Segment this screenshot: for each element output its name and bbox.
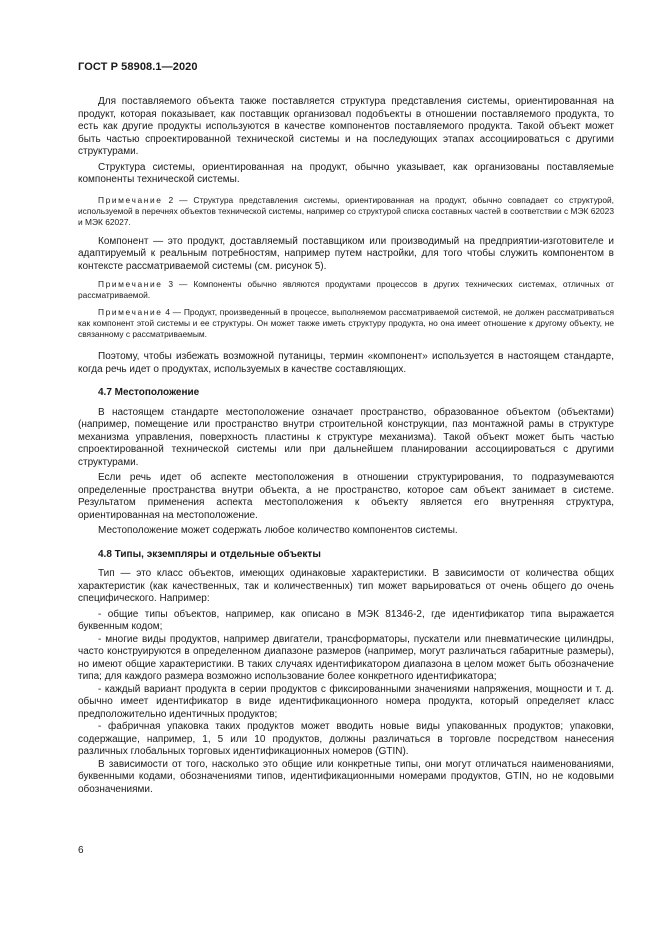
section-heading-4-7: 4.7 Местоположение [98, 387, 200, 398]
note-text: 2 — Структура представления системы, ориентированная на продукт, обычно совпадает со структурой, используемой в перечнях объектов технической системы, например со структурой списка составных частей в соответствии с МЭК 62023 и МЭК 62027. [78, 194, 614, 227]
list-item: - каждый вариант продукта в серии продуктов с фиксированными значениями напряжения, мощности и т. д. обычно имеет идентификатор в виде идентификационного номера продукта, который определяет класс предположительно идентичных продуктов; [78, 683, 614, 720]
section-heading-4-8: 4.8 Типы, экземпляры и отдельные объекты [98, 548, 321, 560]
note-text: 3 — Компоненты обычно являются продуктами процессов в других технических системах, отличных от рассматриваемой. [78, 279, 614, 300]
paragraph: В настоящем стандарте местоположение означает пространство, образованное объектом (объектами) (например, помещение или пространство внутри строительной конструкции, паз монтажной рамы в структуре механизма управления, поверхность пластины к структуре механизма). Такой объект может быть частью спроектированной технической системы или при дальнейшем планировании ассоциироваться с другими структурами. [78, 406, 614, 468]
paragraph: Для поставляемого объекта также поставляется структура представления системы, ориентированная на продукт, которая показывает, как поставщик организовал подобъекты в отношении поставляемого продукта, то есть как другие продукты используются в качестве компонентов поставляемого продукта. Такой объект может быть частью спроектированной технической системы и на последующих этапах ассоциироваться с другими структурами. [78, 96, 614, 157]
document-body [78, 96, 614, 799]
paragraph: Поэтому, чтобы избежать возможной путаницы, термин «компонент» используется в настоящем стандарте, когда речь идет о продуктах, используемых в качестве составляющих. [78, 351, 614, 375]
paragraph: Структура системы, ориентированная на продукт, обычно указывает, как организованы поставляемые компоненты технической системы. [78, 161, 614, 185]
list-item: - многие виды продуктов, например двигатели, трансформаторы, пускатели или пневматические цилиндры, часто конструируются в определенном диапазоне размеров (например, могут различаться габаритные размеры), но имеют общие характеристики. В таких случаях идентификатором диапазона в целом может быть обозначение типа; для каждого размера возможно использование более конкретного идентификатора; [78, 633, 614, 682]
paragraph: В зависимости от того, насколько это общие или конкретные типы, они могут отличаться наименованиями, буквенными кодами, обозначениями типов, идентификационными номерами продуктов, GTIN, но не кодовыми обозначениями. [78, 758, 614, 795]
paragraph: Тип — это класс объектов, имеющих одинаковые характеристики. В зависимости от количества общих характеристик (как качественных, так и количественных) тип может варьироваться от очень общего до очень специфического. Например: [78, 568, 614, 604]
note-label: Примечание [98, 194, 163, 205]
page-number: 6 [78, 845, 84, 856]
list-item: - фабричная упаковка таких продуктов может вводить новые виды упакованных продуктов; упаковки, содержащие, например, 1, 5 или 10 продуктов, должны различаться в торговле посредством нанесения различных глобальных торговых идентификационных номеров (GTIN). [78, 721, 614, 757]
paragraph: Компонент — это продукт, доставляемый поставщиком или производимый на предприятии-изготовителе и адаптируемый к реальным потребностям, например путем настройки, для того чтобы служить компонентом в контексте рассматриваемой системы (см. рисунок 5). [78, 235, 614, 272]
paragraph: Местоположение может содержать любое количество компонентов системы. [98, 525, 458, 536]
paragraph: Если речь идет об аспекте местоположения в отношении структурирования, то подразумеваются определенные пространства внутри объекта, а не пространство, которое сам объект занимает в системе. Результатом применения аспекта местоположения к объекту является его внутренняя структура, ориентированная на местоположение. [78, 472, 614, 521]
note-4 [78, 307, 614, 340]
list-item: - общие типы объектов, например, как описано в МЭК 81346-2, где идентификатор типа выражается буквенным кодом; [78, 608, 614, 632]
note-2 [78, 195, 614, 228]
document-code: ГОСТ Р 58908.1—2020 [78, 61, 198, 73]
note-label: Примечание [98, 307, 163, 317]
note-label: Примечание [98, 279, 163, 289]
note-text: 4 — Продукт, произведенный в процессе, выполняемом рассматриваемой системой, не должен рассматриваться как компонент этой системы и ее структуры. Он может также иметь структуру продукта, но она имеет отношение к другому объекту, не связанному с рассматриваемым. [78, 307, 614, 339]
note-3 [78, 279, 614, 301]
